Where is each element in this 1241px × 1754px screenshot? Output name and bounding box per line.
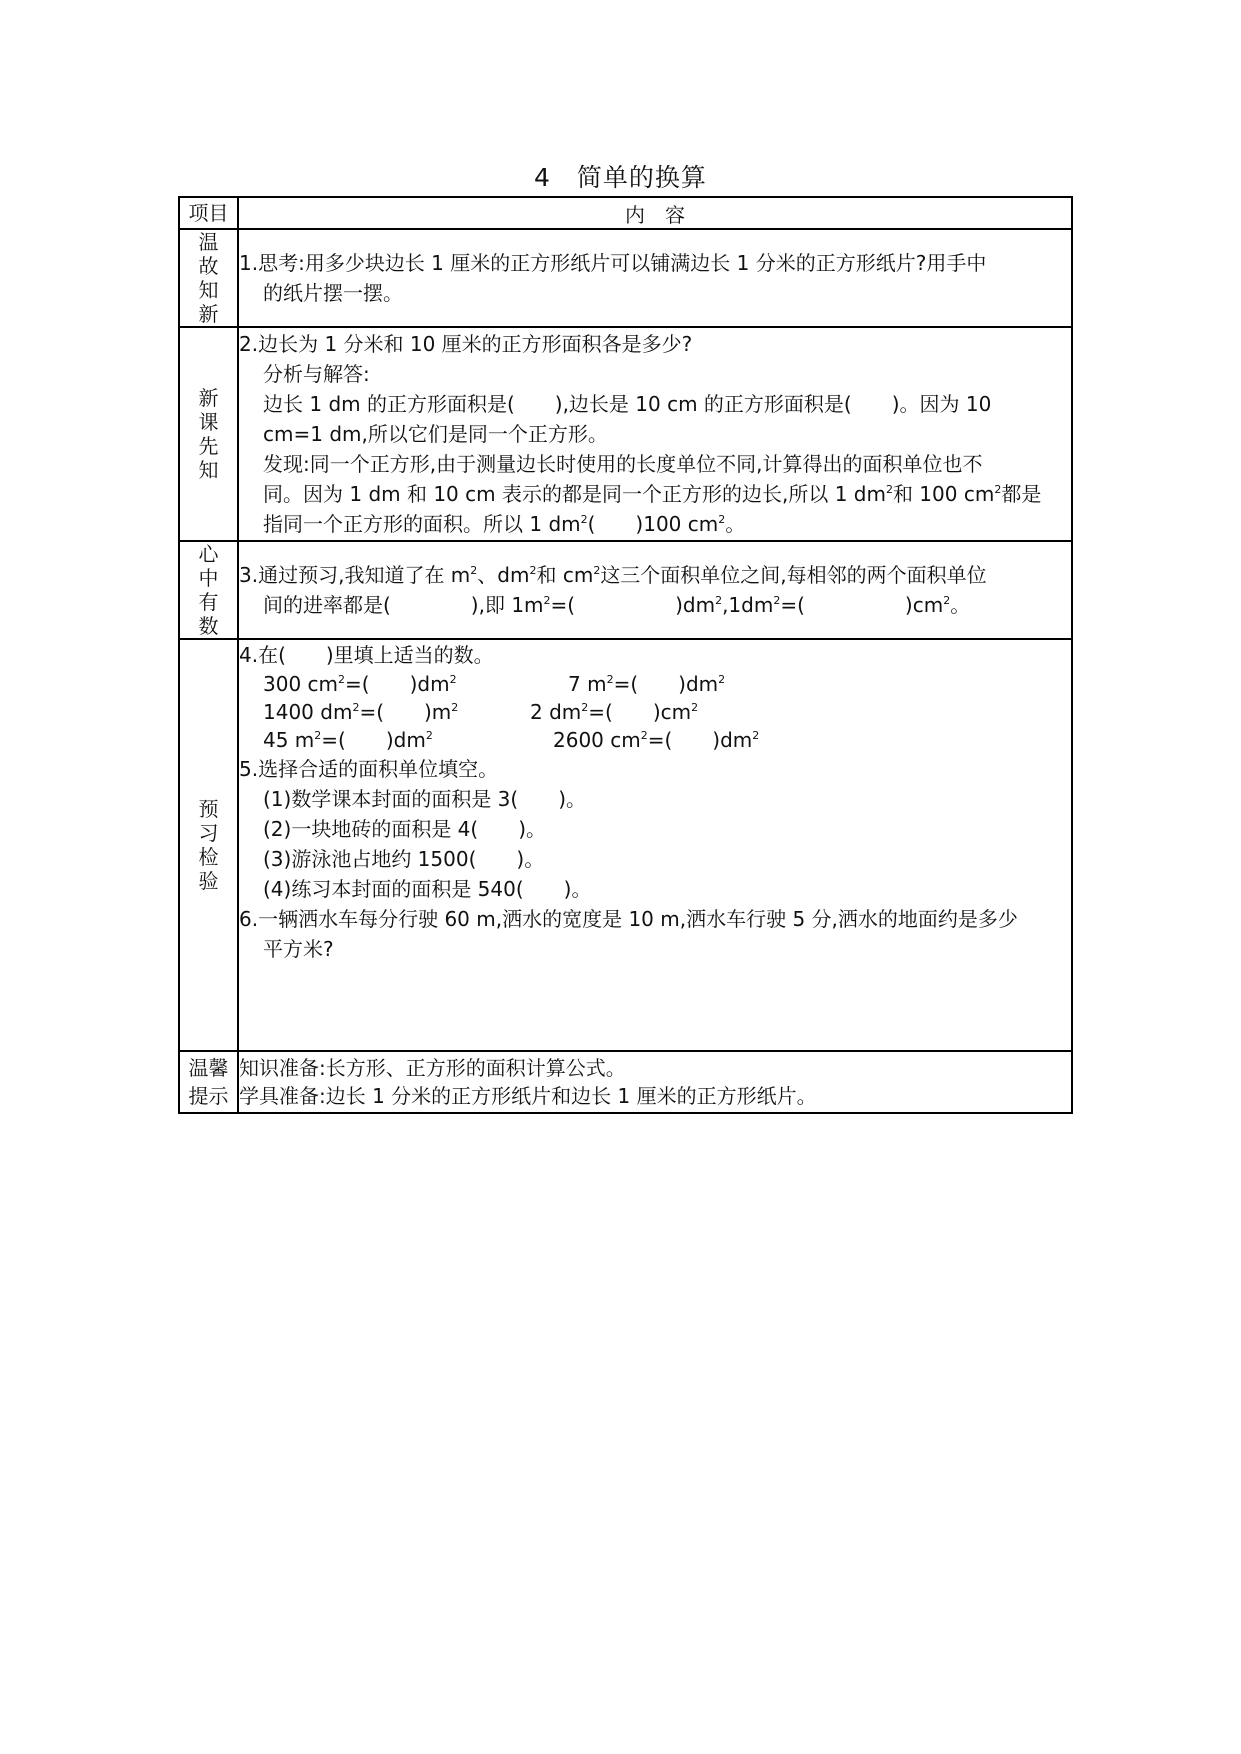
row-newlesson <box>179 327 1072 541</box>
label-review: 温故知新 <box>179 229 238 327</box>
content-mind <box>238 541 1072 639</box>
header-content: 内 容 <box>238 197 1072 229</box>
table-header-row <box>179 197 1072 229</box>
content-newlesson <box>238 327 1072 541</box>
newlesson-line2c: 指同一个正方形的面积。所以 1 $dm^2$( )100 $cm^2$。 <box>263 512 746 536</box>
page-title: 4 简单的换算 <box>534 163 707 192</box>
preview-q5-item-1: (1)数学课本封面的面积是 3( )。 <box>263 787 587 811</box>
preview-q6-line1: 6.一辆洒水车每分行驶 60 m,洒水的宽度是 10 m,洒水车行驶 5 分,洒水的地面约是多少 <box>239 907 1018 931</box>
row-tips <box>179 1051 1072 1113</box>
tips-line1: 知识准备:长方形、正方形的面积计算公式。 <box>239 1056 626 1080</box>
label-preview: 预习检验 <box>179 639 238 1051</box>
preview-fill-row-2: 1400 $dm^2=$( )$m^2$ 2 $dm^2=$( )$cm^2$ <box>263 700 699 724</box>
preview-q5: 5.选择合适的面积单位填空。 <box>239 757 499 781</box>
newlesson-line1b: cm=1 dm,所以它们是同一个正方形。 <box>263 422 608 446</box>
worksheet-table <box>178 196 1073 1114</box>
preview-fill-row-1: 300 $cm^2=$( )$dm^2$ 7 $m^2=$( )$dm^2$ <box>263 672 726 696</box>
header-item: 项目 <box>179 197 238 229</box>
newlesson-q2: 2.边长为 1 分米和 10 厘米的正方形面积各是多少? <box>239 332 693 356</box>
content-review <box>238 229 1072 327</box>
review-q1-line1: 1.思考:用多少块边长 1 厘米的正方形纸片可以铺满边长 1 分米的正方形纸片?用手中 <box>239 251 987 275</box>
row-preview <box>179 639 1072 1051</box>
preview-q5-item-2: (2)一块地砖的面积是 4( )。 <box>263 817 547 841</box>
preview-q6-line2: 平方米? <box>263 937 334 961</box>
row-review <box>179 229 1072 327</box>
preview-fill-row-3: 45 $m^2=$( )$dm^2$ 2600 $cm^2=$( )$dm^2$ <box>263 728 760 752</box>
label-mind: 心中有数 <box>179 541 238 639</box>
newlesson-analysis: 分析与解答: <box>263 362 370 386</box>
content-tips <box>238 1051 1072 1113</box>
preview-q5-item-3: (3)游泳池占地约 1500( )。 <box>263 847 545 871</box>
review-q1-line2: 的纸片摆一摆。 <box>263 281 403 305</box>
label-newlesson: 新课先知 <box>179 327 238 541</box>
mind-line1: 3.通过预习,我知道了在 $m^2$、$dm^2$和 $cm^2$这三个面积单位之间,每相邻的两个面积单位 <box>239 563 987 587</box>
content-preview <box>238 639 1072 1051</box>
newlesson-line2a: 发现:同一个正方形,由于测量边长时使用的长度单位不同,计算得出的面积单位也不 <box>263 452 983 476</box>
newlesson-line2b: 同。因为 1 dm 和 10 cm 表示的都是同一个正方形的边长,所以 1 $dm^2$和 100 $cm^2$都是 <box>263 482 1042 506</box>
mind-line2: 间的进率都是( ),即 $1m^2=$( )$dm^2,1dm^2=$( )$cm^2$。 <box>263 593 971 617</box>
row-mind <box>179 541 1072 639</box>
newlesson-line1a: 边长 1 dm 的正方形面积是( ),边长是 10 cm 的正方形面积是( )。因为 10 <box>263 392 992 416</box>
preview-q4: 4.在( )里填上适当的数。 <box>239 643 494 667</box>
label-tips: 温馨提示 <box>179 1051 238 1113</box>
tips-line2: 学具准备:边长 1 分米的正方形纸片和边长 1 厘米的正方形纸片。 <box>239 1084 817 1108</box>
preview-q5-item-4: (4)练习本封面的面积是 540( )。 <box>263 877 592 901</box>
